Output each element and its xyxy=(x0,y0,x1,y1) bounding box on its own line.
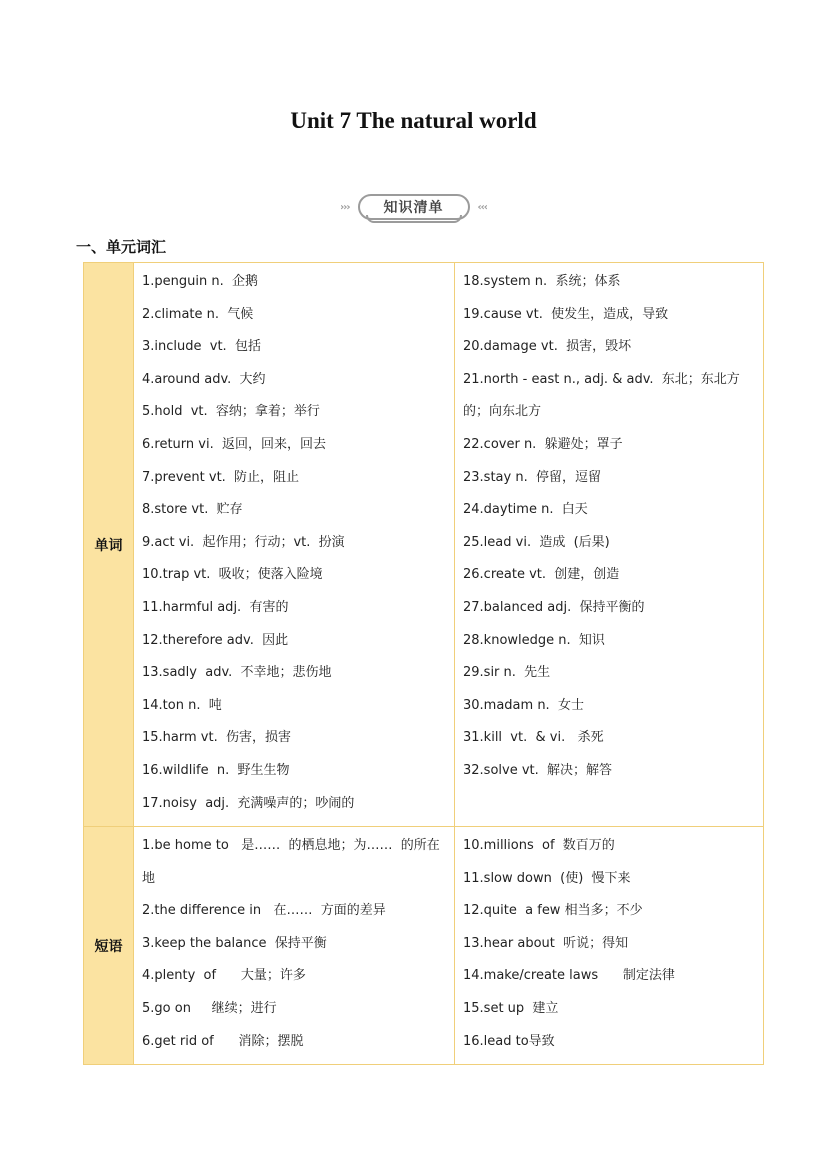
list-item: 22.cover n. 躲避处；罩子 xyxy=(463,436,623,452)
list-item: 11.slow down (使) 慢下来 xyxy=(463,870,631,886)
list-item: 14.ton n. 吨 xyxy=(142,697,222,713)
list-item: 5.hold vt. 容纳；拿着；举行 xyxy=(142,404,320,420)
list-item: 18.system n. 系统；体系 xyxy=(463,274,621,289)
knowledge-list-badge xyxy=(358,194,470,220)
badge-label: 知识清单 xyxy=(383,200,444,216)
list-item: 8.store vt. 贮存 xyxy=(142,502,243,518)
list-item: 28.knowledge n. 知识 xyxy=(463,632,605,648)
words-left-column xyxy=(134,263,455,827)
list-item: 31.kill vt. & vi. 杀死 xyxy=(463,730,604,746)
list-item: 6.get rid of 消除；摆脱 xyxy=(142,1033,304,1049)
list-item: 3.keep the balance 保持平衡 xyxy=(142,935,327,951)
vocabulary-table xyxy=(83,262,764,1065)
list-item: 5.go on 继续；进行 xyxy=(142,1001,277,1017)
phrases-right-column xyxy=(455,827,764,1065)
section-heading: 一、单元词汇 xyxy=(76,238,167,256)
list-item: 19.cause vt. 使发生，造成，导致 xyxy=(463,306,669,322)
list-item: 2.the difference in 在…… 方面的差异 xyxy=(142,903,386,919)
page-title: Unit 7 The natural world xyxy=(290,108,537,133)
list-item: 1.be home to 是…… 的栖息地；为…… 的所在地 xyxy=(142,838,440,886)
list-item: 12.therefore adv. 因此 xyxy=(142,632,289,648)
list-item: 21.north - east n., adj. & adv. 东北；东北方的；向东北方 xyxy=(463,371,740,420)
left-chevrons-icon: ››› xyxy=(340,201,350,213)
words-row xyxy=(84,263,764,827)
list-item: 20.damage vt. 损害，毁坏 xyxy=(463,339,632,355)
list-item: 10.millions of 数百万的 xyxy=(463,838,615,854)
right-chevrons-icon: ‹‹‹ xyxy=(477,201,487,213)
list-item: 26.create vt. 创建，创造 xyxy=(463,567,620,583)
list-item: 11.harmful adj. 有害的 xyxy=(142,599,289,615)
category-cell-phrases: 短语 xyxy=(84,827,134,1065)
list-item: 12.quite a few 相当多；不少 xyxy=(463,903,643,919)
list-item: 2.climate n. 气候 xyxy=(142,306,254,322)
list-item: 15.set up 建立 xyxy=(463,1001,559,1017)
list-item: 29.sir n. 先生 xyxy=(463,665,551,681)
list-item: 3.include vt. 包括 xyxy=(142,339,261,355)
list-item: 9.act vi. 起作用；行动；vt. 扮演 xyxy=(142,534,345,550)
phrases-left-column xyxy=(134,827,455,1065)
category-cell-words: 单词 xyxy=(84,263,134,827)
list-item: 10.trap vt. 吸收；使落入险境 xyxy=(142,567,323,583)
list-item: 27.balanced adj. 保持平衡的 xyxy=(463,599,645,615)
list-item: 13.sadly adv. 不幸地；悲伤地 xyxy=(142,665,332,681)
list-item: 32.solve vt. 解决；解答 xyxy=(463,762,613,778)
list-item: 6.return vi. 返回，回来，回去 xyxy=(142,436,326,452)
list-item: 4.around adv. 大约 xyxy=(142,371,266,387)
list-item: 4.plenty of 大量；许多 xyxy=(142,968,306,984)
list-item: 23.stay n. 停留，逗留 xyxy=(463,469,601,485)
list-item: 15.harm vt. 伤害，损害 xyxy=(142,730,291,746)
list-item: 24.daytime n. 白天 xyxy=(463,502,588,518)
phrases-row xyxy=(84,827,764,1065)
list-item: 17.noisy adj. 充满噪声的；吵闹的 xyxy=(142,795,355,811)
section-badge-row xyxy=(0,192,827,222)
list-item: 13.hear about 听说；得知 xyxy=(463,935,629,951)
list-item: 25.lead vi. 造成 (后果) xyxy=(463,534,610,550)
list-item: 1.penguin n. 企鹅 xyxy=(142,274,259,289)
list-item: 14.make/create laws 制定法律 xyxy=(463,968,675,984)
list-item: 7.prevent vt. 防止，阻止 xyxy=(142,469,300,485)
list-item: 16.wildlife n. 野生生物 xyxy=(142,762,290,778)
list-item: 30.madam n. 女士 xyxy=(463,697,584,713)
list-item: 16.lead to导致 xyxy=(463,1033,555,1049)
words-right-column xyxy=(455,263,764,827)
